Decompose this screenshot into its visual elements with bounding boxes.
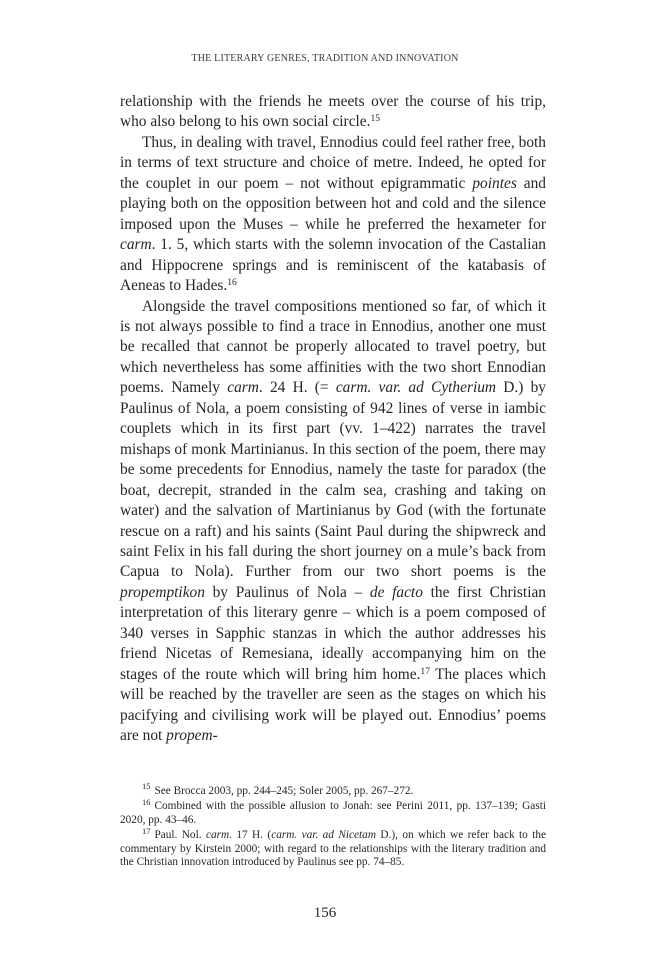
footnote [120,825,547,869]
text-run: D.), on which we refer back to the commentary by Kirstein 2000; with regard to the relationships with the literary tradition and the Christian innovation introduced by Paulinus see pp. 74–85. [120,829,547,869]
footnote-number: 16 [142,796,151,807]
italic-text: carm. var. ad Nicetam [271,829,376,842]
text-run: . 17 H. ( [229,829,272,842]
italic-text: carm [205,829,230,842]
footnote [120,796,546,827]
text-run: Thus, in dealing with travel, Ennodius could feel rather free, both in terms of text structure and choice of metre. Indeed, he opted for the couplet in our poem – not without epigrammatic [120,133,546,192]
text-run: Paul. Nol. [154,829,206,842]
paragraph [120,92,546,133]
text-run: Alongside the travel compositions mentioned so far, of which it is not always possible to find a trace in Ennodius, another one must be recalled that cannot be properly allocated to travel poetry, but which nevertheless has some affinities with the two short Ennodian poems. Namely [120,297,546,397]
footnote-reference: 15 [370,113,381,125]
running-head: THE LITERARY GENRES, TRADITION AND INNOVATION [191,53,459,64]
italic-text: carm [120,236,152,254]
paragraph [120,297,546,747]
footnote-reference: 16 [227,276,237,288]
main-text [120,92,546,747]
italic-text: propemptikon [120,583,205,601]
text-run: the first Christian interpretation of this literary genre – which is a poem composed of 340 verses in Sapphic stanzas in which the author addresses his friend Nicetas of Remesiana, ideally accompanying him on the stages of the route which will bring him home. [120,583,546,683]
paragraph [120,133,546,297]
text-run: See Brocca 2003, pp. 244–245; Soler 2005, pp. 267–272. [154,785,414,797]
italic-text: propem- [166,727,218,745]
text-run: D.) by Paulinus of Nola, a poem consisting of 942 lines of verse in iambic couplets which in its first part (vv. 1–422) narrates the travel mishaps of monk Martinianus. In this section of the poem, there may be some precedents for Ennodius, namely the taste for paradox (the boat, decrepit, stranded in the calm sea, crashing and taking on water) and the salvation of Martinianus by God (with the fortunate rescue on a raft) and his saints (Saint Paul during the shipwreck and saint Felix in his fall during the short journey on a mule’s back from Capua to Nola). Further from our two short poems is the [120,379,546,581]
text-run: and playing both on the opposition between hot and cold and the silence imposed upon the Muses – while he preferred the hexameter for [120,174,546,233]
page-number: 156 [313,905,337,921]
footnote [120,781,546,798]
footnote-number: 15 [142,781,151,792]
italic-text: carm. var. ad Cytherium [335,379,497,397]
text-run: relationship with the friends he meets over the course of his trip, who also belong to his own social circle. [120,93,546,131]
italic-text: de facto [369,583,423,601]
text-run: . 1. 5, which starts with the solemn invocation of the Castalian and Hippocrene springs and is reminiscent of the katabasis of Aeneas to Hades. [120,236,546,295]
text-run: Combined with the possible allusion to Jonah: see Perini 2011, pp. 137–139; Gasti 2020, pp. 43–46. [120,800,546,826]
italic-text: carm [227,379,259,397]
footnotes [120,781,547,871]
text-run: by Paulinus of Nola – [204,583,370,601]
italic-text: pointes [472,174,517,192]
footnote-number: 17 [142,825,151,836]
footnote-reference: 17 [420,665,430,677]
text-run: . 24 H. (= [258,379,336,397]
text-run: The places which will be reached by the traveller are seen as the stages on which his pacifying and civilising work will be played out. Ennodius’ poems are not [120,665,546,745]
